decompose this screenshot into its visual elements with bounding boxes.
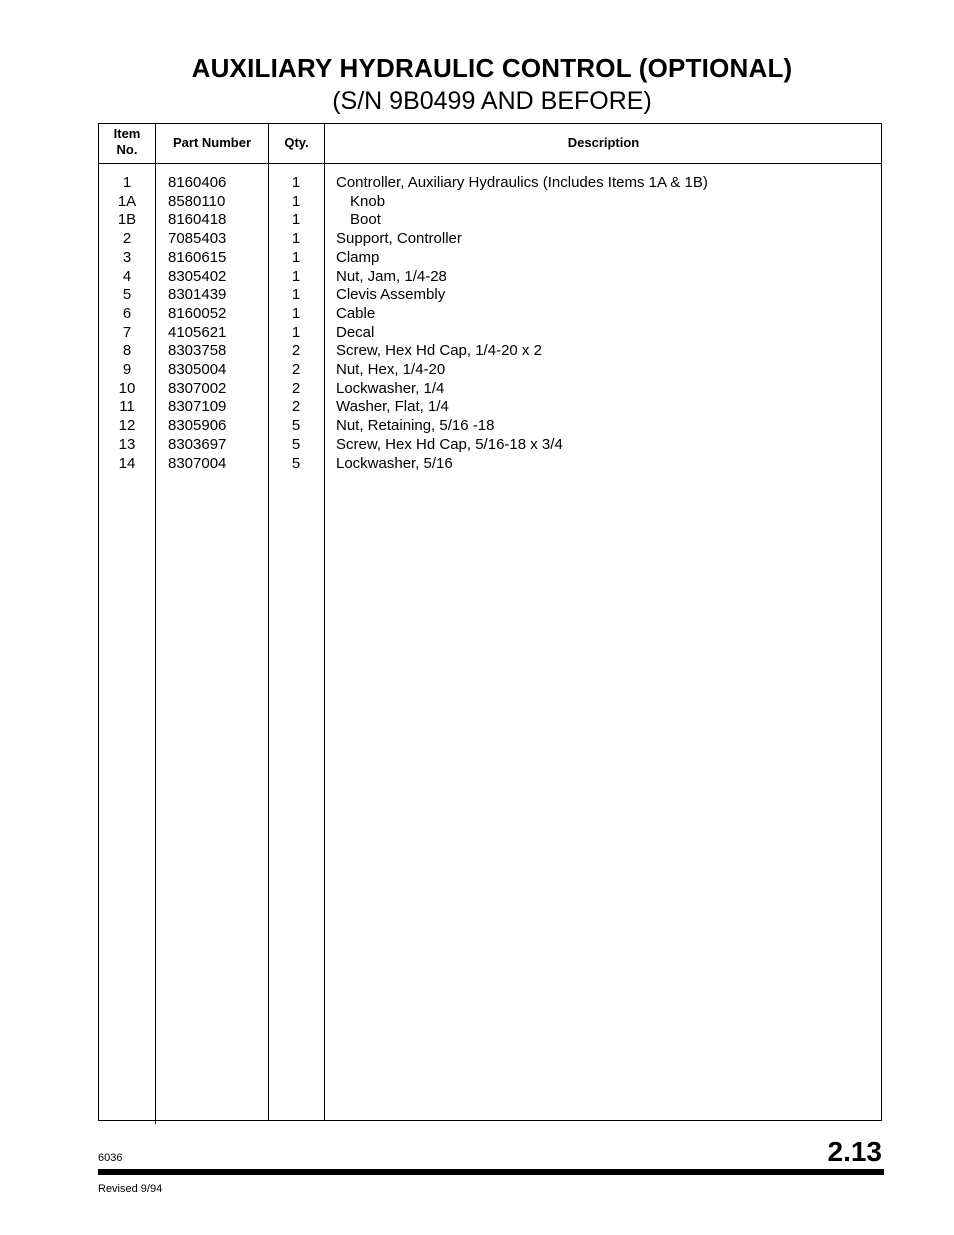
cell-description: Cable: [336, 304, 376, 322]
cell-part-number: 8160052: [168, 304, 227, 322]
cell-qty: 2: [291, 361, 301, 379]
cell-qty: 1: [291, 248, 301, 266]
column-divider-part: [268, 123, 269, 1121]
cell-description: Screw, Hex Hd Cap, 5/16-18 x 3/4: [336, 435, 563, 453]
header-divider: [98, 163, 882, 164]
part-number-column: [168, 174, 263, 473]
cell-qty: 2: [291, 379, 301, 397]
cell-description: Nut, Jam, 1/4-28: [336, 267, 447, 285]
cell-qty: 1: [291, 304, 301, 322]
cell-part-number: 8580110: [168, 192, 226, 210]
qty-column: [270, 174, 322, 473]
cell-part-number: 8160418: [168, 211, 227, 229]
cell-item-no: 1A: [117, 192, 137, 210]
cell-description: Lockwasher, 5/16: [336, 454, 453, 472]
cell-part-number: 8305004: [168, 361, 227, 379]
cell-part-number: 8307004: [168, 454, 227, 472]
cell-description: Lockwasher, 1/4: [336, 379, 445, 397]
cell-description: Boot: [350, 211, 381, 229]
header-qty: Qty.: [284, 135, 309, 150]
header-item-line2: No.: [116, 142, 138, 157]
cell-part-number: 8305402: [168, 267, 227, 285]
cell-description: Clamp: [336, 248, 380, 266]
cell-qty: 1: [291, 286, 301, 304]
cell-qty: 2: [291, 342, 301, 360]
cell-description: Knob: [350, 192, 386, 210]
cell-item-no: 10: [118, 379, 136, 397]
cell-item-no: 14: [118, 454, 136, 472]
revision-date: Revised 9/94: [98, 1183, 163, 1195]
document-code: 6036: [98, 1152, 123, 1164]
cell-part-number: 8160615: [168, 248, 227, 266]
header-part-number: Part Number: [172, 135, 252, 150]
page-number: 2.13: [827, 1136, 882, 1167]
cell-description: Support, Controller: [336, 230, 462, 248]
cell-item-no: 4: [122, 267, 132, 285]
cell-item-no: 7: [122, 323, 132, 341]
cell-description: Clevis Assembly: [336, 286, 446, 304]
cell-item-no: 3: [122, 248, 132, 266]
cell-part-number: 4105621: [168, 323, 227, 341]
cell-part-number: 8303758: [168, 342, 227, 360]
cell-item-no: 2: [122, 230, 132, 248]
cell-qty: 1: [291, 267, 301, 285]
cell-qty: 1: [291, 211, 301, 229]
cell-item-no: 9: [122, 361, 132, 379]
cell-qty: 1: [291, 323, 301, 341]
header-item-no: [99, 126, 155, 158]
item-column: [100, 174, 154, 473]
cell-qty: 5: [291, 417, 301, 435]
cell-qty: 1: [291, 230, 301, 248]
cell-qty: 2: [291, 398, 301, 416]
cell-description: Washer, Flat, 1/4: [336, 398, 449, 416]
cell-qty: 1: [291, 192, 301, 210]
cell-description: Decal: [336, 323, 375, 341]
footer-rule: [98, 1169, 884, 1175]
cell-item-no: 8: [122, 342, 132, 360]
cell-description: Screw, Hex Hd Cap, 1/4-20 x 2: [336, 342, 542, 360]
column-divider-item: [155, 123, 156, 1124]
cell-item-no: 1B: [117, 211, 137, 229]
cell-item-no: 12: [118, 417, 136, 435]
cell-item-no: 6: [122, 304, 132, 322]
cell-part-number: 8160406: [168, 174, 227, 191]
column-divider-qty: [324, 123, 325, 1121]
cell-description: Controller, Auxiliary Hydraulics (Includes Items 1A & 1B): [336, 174, 708, 191]
cell-qty: 5: [291, 454, 301, 472]
header-description: Description: [567, 135, 640, 150]
cell-qty: 1: [291, 174, 301, 191]
cell-item-no: 13: [118, 435, 136, 453]
cell-part-number: 7085403: [168, 230, 227, 248]
cell-part-number: 8307109: [168, 398, 227, 416]
header-item-line1: Item: [113, 126, 141, 141]
cell-part-number: 8303697: [168, 435, 227, 453]
cell-part-number: 8307002: [168, 379, 227, 397]
cell-description: Nut, Hex, 1/4-20: [336, 361, 446, 379]
cell-item-no: 5: [122, 286, 132, 304]
cell-part-number: 8301439: [168, 286, 227, 304]
cell-part-number: 8305906: [168, 417, 227, 435]
description-column: [336, 174, 876, 473]
cell-item-no: 1: [122, 174, 132, 191]
page-subtitle: (S/N 9B0499 AND BEFORE): [332, 87, 652, 115]
cell-qty: 5: [291, 435, 301, 453]
cell-item-no: 11: [119, 398, 135, 416]
cell-description: Nut, Retaining, 5/16 -18: [336, 417, 495, 435]
page-title: AUXILIARY HYDRAULIC CONTROL (OPTIONAL): [191, 53, 793, 83]
